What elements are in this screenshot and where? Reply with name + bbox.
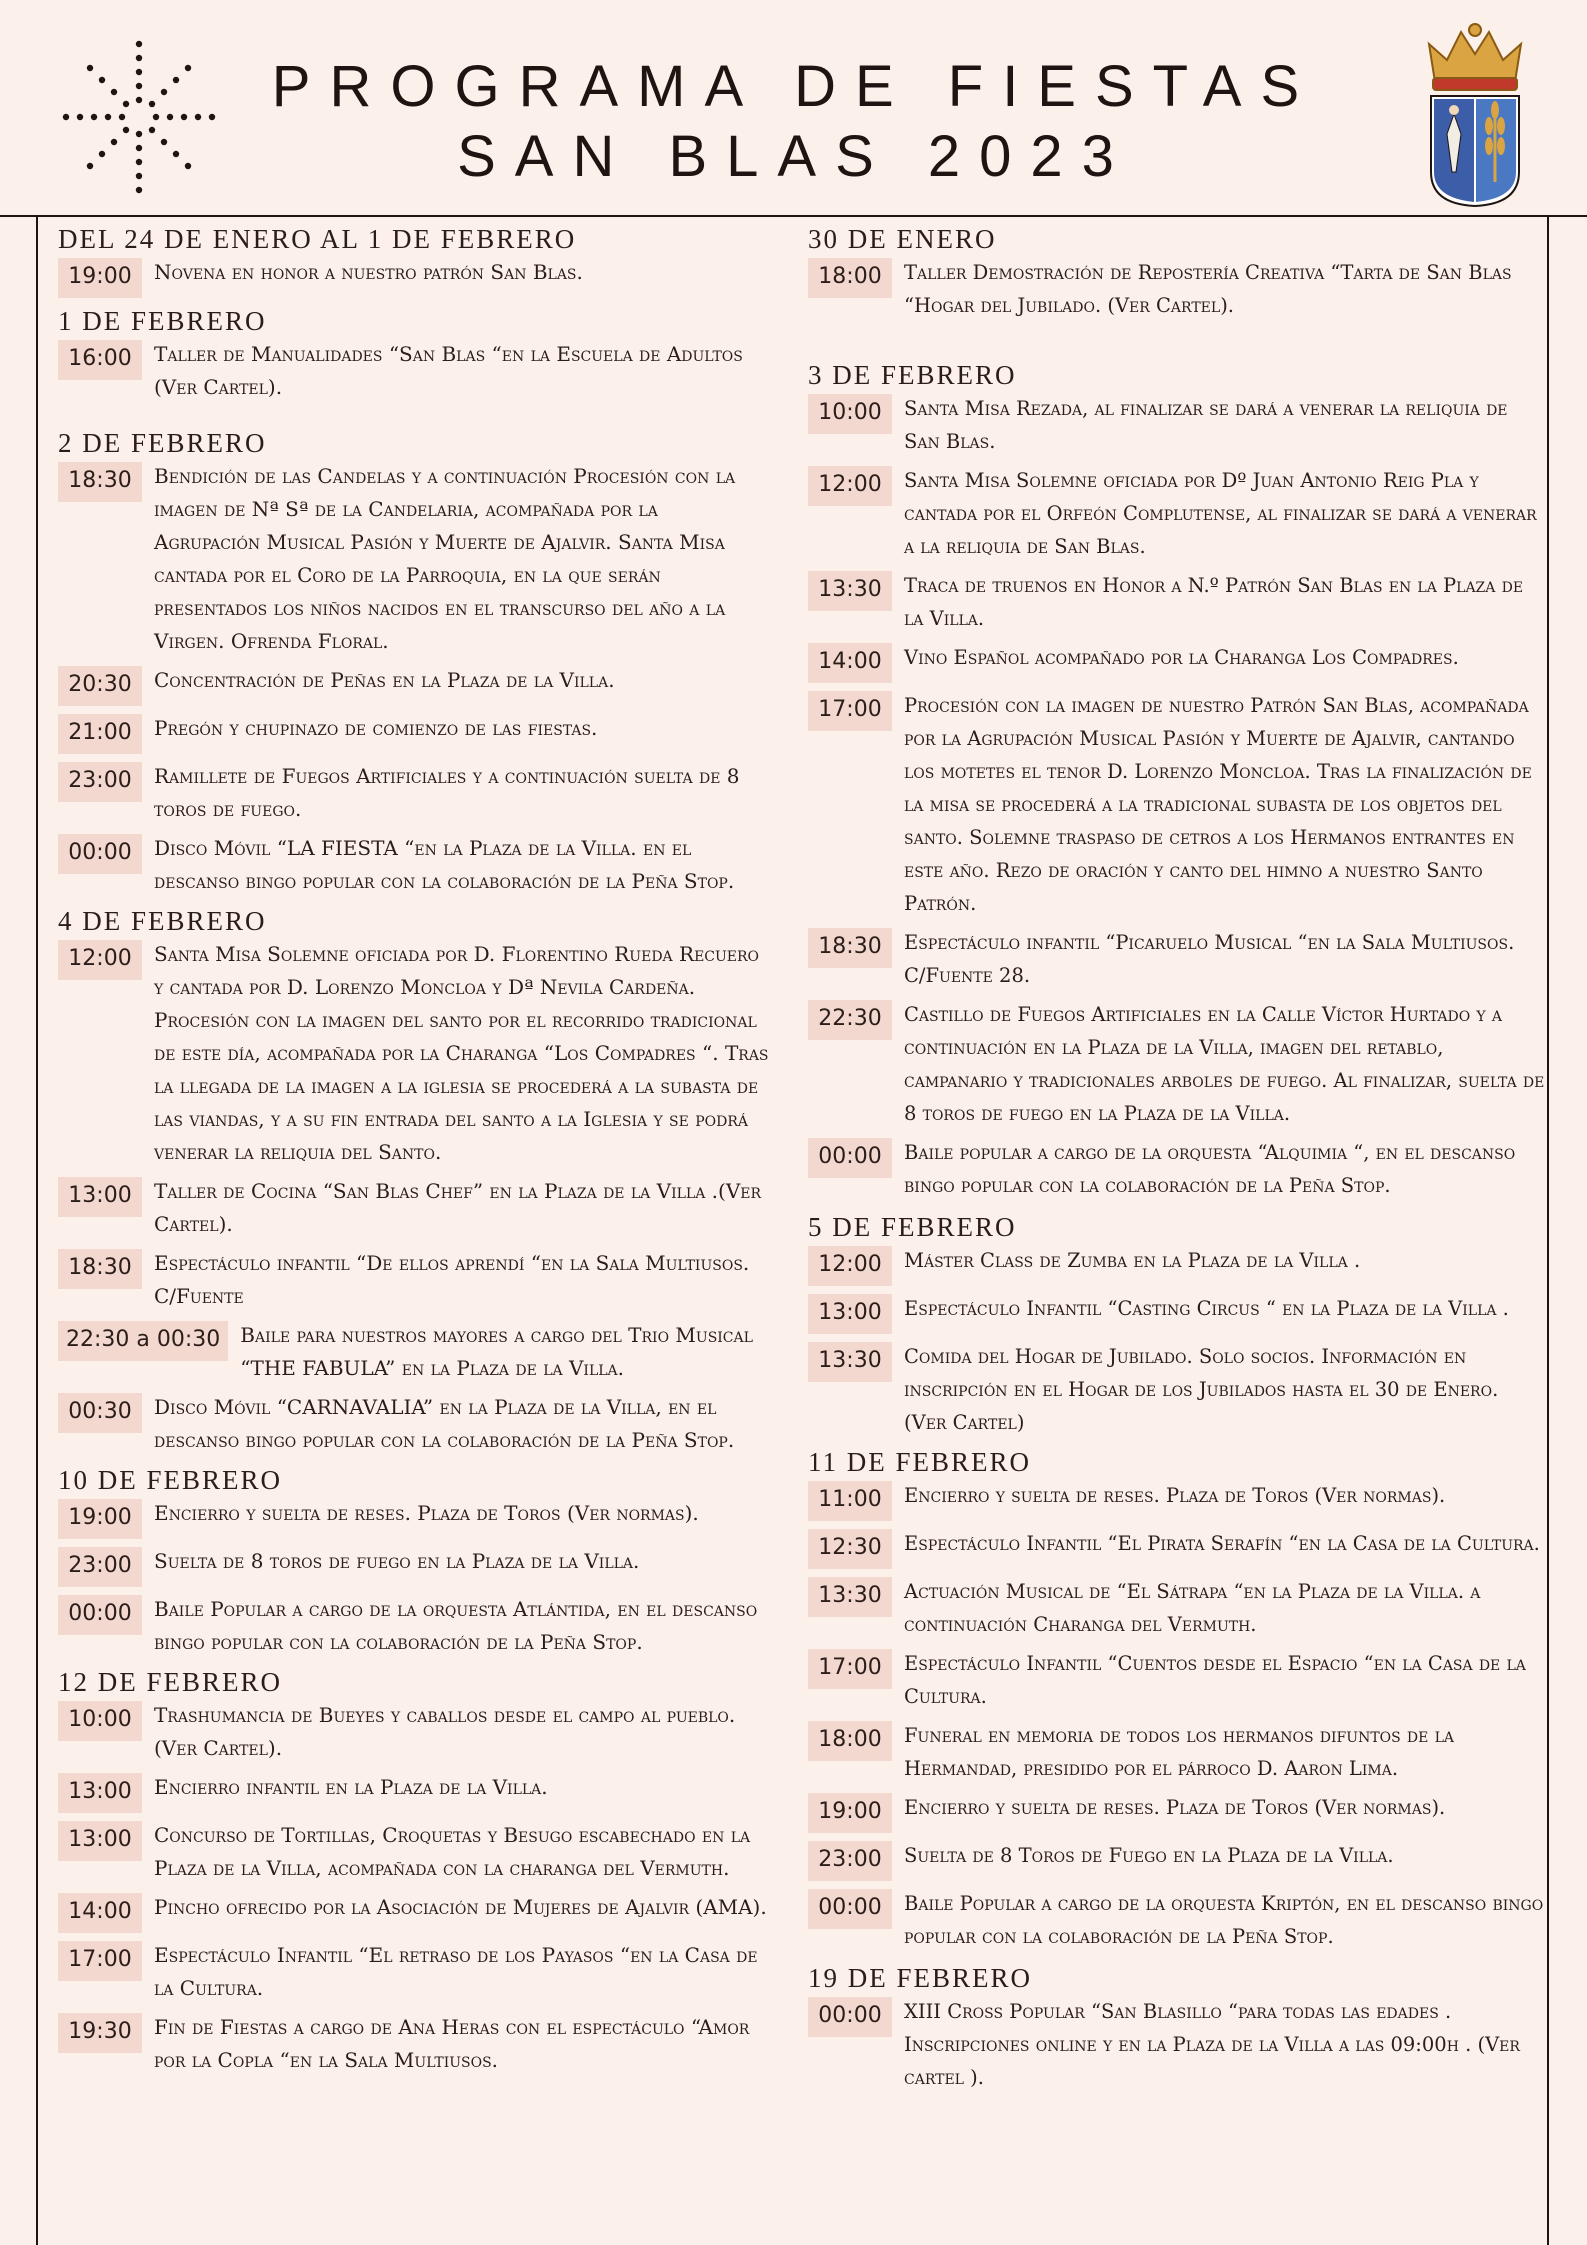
event-row (790, 464, 1545, 563)
day-title: 12 DE FEBRERO (58, 1667, 283, 1697)
event-row (40, 1545, 770, 1587)
program-day (790, 1210, 1545, 1439)
event-description: Baile Popular a cargo de la orquesta Atlántida, en el descanso bingo popular con la colaboración de la Peña Stop. (154, 1597, 758, 1654)
event-description: Novena en honor a nuestro patrón San Blas. (154, 260, 583, 284)
event-description: Suelta de 8 Toros de Fuego en la Plaza de la Villa. (904, 1844, 1394, 1867)
event-time: 13:30 (808, 1577, 892, 1617)
event-row (790, 1292, 1545, 1334)
event-description: Baile para nuestros mayores a cargo del Trio Musical “THE FABULA” en la Plaza de la Villa. (240, 1323, 753, 1380)
event-time: 13:00 (58, 1773, 142, 1813)
event-time: 19:00 (58, 258, 142, 298)
event-row (40, 712, 770, 754)
event-description: Disco Móvil “LA FIESTA “en la Plaza de la Villa. en el descanso bingo popular con la colaboración de la Peña Stop. (154, 836, 735, 893)
event-description: Traca de truenos en Honor a N.º Patrón San Blas en la Plaza de la Villa. (904, 574, 1524, 630)
event-row (790, 1527, 1545, 1569)
event-description: Castillo de Fuegos Artificiales en la Calle Víctor Hurtado y a continuación en la Plaza de la Villa, imagen del retablo, campanario y tradicionales arboles de fuego. Al finalizar, suelta de 8 toros de fuego en la Plaza de la Villa. (904, 1003, 1545, 1125)
event-time: 13:00 (58, 1821, 142, 1861)
event-row (790, 569, 1545, 635)
day-title: 3 DE FEBRERO (808, 360, 1017, 390)
event-row (790, 392, 1545, 458)
event-description: Baile Popular a cargo de la orquesta Kriptón, en el descanso bingo popular con la colaboración de la Peña Stop. (904, 1892, 1544, 1948)
program-day (790, 358, 1545, 1202)
event-description: Espectáculo Infantil “Casting Circus “ en la Plaza de la Villa . (904, 1297, 1509, 1320)
event-description: Actuación Musical de “El Sátrapa “en la Plaza de la Villa. a continuación Charanga del Vermuth. (904, 1580, 1481, 1636)
event-time: 13:30 (808, 1342, 892, 1382)
event-row (790, 1719, 1545, 1785)
event-row (40, 1891, 770, 1933)
event-time: 12:30 (808, 1529, 892, 1569)
event-time: 23:00 (58, 762, 142, 802)
event-row (790, 256, 1545, 322)
program-day (40, 904, 770, 1457)
event-row (40, 460, 770, 658)
event-row (40, 938, 770, 1169)
event-row (40, 1175, 770, 1241)
left-column (40, 222, 770, 2083)
event-description: Taller de Manualidades “San Blas “en la Escuela de Adultos (Ver Cartel). (154, 342, 743, 399)
event-time: 23:00 (808, 1841, 892, 1881)
event-description: Funeral en memoria de todos los hermanos difuntos de la Hermandad, presidido por el párroco D. Aaron Lima. (904, 1724, 1454, 1780)
event-row (790, 1340, 1545, 1439)
event-description: Vino Español acompañado por la Charanga Los Compadres. (904, 646, 1459, 669)
event-row (40, 256, 770, 298)
event-row (40, 1699, 770, 1765)
event-description: Pregón y chupinazo de comienzo de las fiestas. (154, 716, 598, 740)
event-time: 19:30 (58, 2013, 142, 2053)
event-description: Encierro y suelta de reses. Plaza de Toros (Ver normas). (154, 1501, 699, 1525)
event-row (40, 1771, 770, 1813)
event-time: 18:30 (808, 928, 892, 968)
program-day (40, 304, 770, 404)
page-title (250, 52, 1340, 192)
event-time: 00:00 (808, 1138, 892, 1178)
event-row (40, 338, 770, 404)
event-row (790, 1839, 1545, 1881)
event-time: 18:00 (808, 258, 892, 298)
event-row (790, 1479, 1545, 1521)
event-row (40, 2011, 770, 2077)
event-time: 17:00 (808, 1649, 892, 1689)
event-description: Baile popular a cargo de la orquesta “Alquimia “, en el descanso bingo popular con la colaboración de la Peña Stop. (904, 1141, 1516, 1197)
day-title: 11 DE FEBRERO (808, 1447, 1032, 1477)
left-border (36, 215, 38, 2245)
event-row (40, 1247, 770, 1313)
event-time: 12:00 (808, 1246, 892, 1286)
event-time: 00:00 (58, 1595, 142, 1635)
event-description: Concurso de Tortillas, Croquetas y Besugo escabechado en la Plaza de la Villa, acompañada con la charanga del Vermuth. (154, 1823, 751, 1880)
program-day (40, 426, 770, 898)
right-column (790, 222, 1545, 2100)
program-day (40, 1463, 770, 1659)
event-description: Disco Móvil “CARNAVALIA” en la Plaza de la Villa, en el descanso bingo popular con la colaboración de la Peña Stop. (154, 1395, 735, 1452)
event-description: Santa Misa Solemne oficiada por Dº Juan Antonio Reig Pla y cantada por el Orfeón Complutense, al finalizar se dará a venerar a la reliquia de San Blas. (904, 469, 1537, 558)
event-time: 13:30 (808, 571, 892, 611)
event-description: XIII Cross Popular “San Blasillo “para todas las edades . Inscripciones online y en la Plaza de la Villa a las 09:00h . (Ver cartel ). (904, 2000, 1520, 2089)
event-description: Máster Class de Zumba en la Plaza de la Villa . (904, 1249, 1361, 1272)
program-day (790, 222, 1545, 322)
program-day (40, 1665, 770, 2077)
event-row (790, 1995, 1545, 2094)
event-description: Santa Misa Rezada, al finalizar se dará a venerar la reliquia de San Blas. (904, 397, 1508, 453)
event-row (790, 1791, 1545, 1833)
event-time: 13:00 (58, 1177, 142, 1217)
event-row (790, 926, 1545, 992)
event-time: 18:30 (58, 1249, 142, 1289)
coat-of-arms-icon (1423, 22, 1527, 208)
event-description: Encierro y suelta de reses. Plaza de Toros (Ver normas). (904, 1484, 1446, 1507)
event-description: Ramillete de Fuegos Artificiales y a continuación suelta de 8 toros de fuego. (154, 764, 740, 821)
event-time: 23:00 (58, 1547, 142, 1587)
event-description: Espectáculo Infantil “El Pirata Serafín “en la Casa de la Cultura. (904, 1532, 1540, 1555)
page-header (0, 0, 1587, 215)
event-time: 00:30 (58, 1393, 142, 1433)
event-row (40, 832, 770, 898)
event-row (40, 1939, 770, 2005)
event-time: 22:30 a 00:30 (58, 1321, 228, 1361)
event-row (790, 1575, 1545, 1641)
event-description: Taller de Cocina “San Blas Chef” en la Plaza de la Villa .(Ver Cartel). (154, 1179, 762, 1236)
program-day (790, 1961, 1545, 2094)
event-time: 00:00 (808, 1889, 892, 1929)
event-time: 00:00 (808, 1997, 892, 2037)
day-title: DEL 24 DE ENERO AL 1 DE FEBRERO (58, 224, 577, 254)
title-line-2: SAN BLAS 2023 (457, 124, 1133, 189)
event-description: Trashumancia de Bueyes y caballos desde el campo al pueblo. (Ver Cartel). (154, 1703, 736, 1760)
event-description: Pincho ofrecido por la Asociación de Mujeres de Ajalvir (AMA). (154, 1895, 767, 1919)
header-divider (0, 215, 1587, 217)
event-time: 16:00 (58, 340, 142, 380)
event-description: Espectáculo Infantil “Cuentos desde el Espacio “en la Casa de la Cultura. (904, 1652, 1526, 1708)
day-title: 10 DE FEBRERO (58, 1465, 283, 1495)
event-description: Taller Demostración de Repostería Creativa “Tarta de San Blas “Hogar del Jubilado. (Ver Cartel). (904, 261, 1512, 317)
day-title: 1 DE FEBRERO (58, 306, 267, 336)
event-time: 20:30 (58, 666, 142, 706)
event-time: 17:00 (58, 1941, 142, 1981)
event-row (790, 641, 1545, 683)
event-row (40, 1497, 770, 1539)
right-border (1547, 215, 1549, 2245)
event-description: Encierro infantil en la Plaza de la Villa. (154, 1775, 548, 1799)
event-row (790, 1136, 1545, 1202)
sparkle-icon (60, 38, 218, 196)
event-time: 00:00 (58, 834, 142, 874)
event-row (790, 689, 1545, 920)
event-row (790, 1647, 1545, 1713)
day-title: 5 DE FEBRERO (808, 1212, 1017, 1242)
event-time: 17:00 (808, 691, 892, 731)
event-time: 12:00 (58, 940, 142, 980)
event-time: 13:00 (808, 1294, 892, 1334)
event-description: Fin de Fiestas a cargo de Ana Heras con el espectáculo “Amor por la Copla “en la Sala Multiusos. (154, 2015, 750, 2072)
program-day (40, 222, 770, 298)
day-title: 2 DE FEBRERO (58, 428, 267, 458)
event-description: Concentración de Peñas en la Plaza de la Villa. (154, 668, 615, 692)
event-time: 10:00 (58, 1701, 142, 1741)
event-description: Bendición de las Candelas y a continuación Procesión con la imagen de Nª Sª de la Candelaria, acompañada por la Agrupación Musical Pasión y Muerte de Ajalvir. Santa Misa cantada por el Coro de la Parroquia, en la que serán presentados los niños nacidos en el transcurso del año a la Virgen. Ofrenda Floral. (154, 464, 736, 653)
event-row (40, 664, 770, 706)
event-time: 11:00 (808, 1481, 892, 1521)
event-description: Comida del Hogar de Jubilado. Solo socios. Información en inscripción en el Hogar de los Jubilados hasta el 30 de Enero. (Ver Cartel) (904, 1345, 1499, 1434)
day-title: 19 DE FEBRERO (808, 1963, 1033, 1993)
day-title: 4 DE FEBRERO (58, 906, 267, 936)
event-description: Procesión con la imagen de nuestro Patrón San Blas, acompañada por la Agrupación Musical Pasión y Muerte de Ajalvir, cantando los motetes el tenor D. Lorenzo Moncloa. Tras la finalización de la misa se procederá a la tradicional subasta de los objetos del santo. Solemne traspaso de cetros a los Hermanos entrantes en este año. Rezo de oración y canto del himno a nuestro Santo Patrón. (904, 694, 1532, 915)
event-description: Espectáculo infantil “De ellos aprendí “en la Sala Multiusos. C/Fuente (154, 1251, 750, 1308)
event-row (40, 1319, 770, 1385)
event-description: Espectáculo infantil “Picaruelo Musical “en la Sala Multiusos. C/Fuente 28. (904, 931, 1515, 987)
event-time: 10:00 (808, 394, 892, 434)
event-row (40, 1819, 770, 1885)
event-time: 12:00 (808, 466, 892, 506)
event-time: 22:30 (808, 1000, 892, 1040)
event-time: 14:00 (808, 643, 892, 683)
event-time: 19:00 (58, 1499, 142, 1539)
event-row (790, 1887, 1545, 1953)
event-time: 18:30 (58, 462, 142, 502)
event-time: 19:00 (808, 1793, 892, 1833)
event-row (40, 1593, 770, 1659)
event-row (40, 760, 770, 826)
event-time: 21:00 (58, 714, 142, 754)
event-description: Encierro y suelta de reses. Plaza de Toros (Ver normas). (904, 1796, 1446, 1819)
event-row (790, 1244, 1545, 1286)
event-row (40, 1391, 770, 1457)
title-line-1: PROGRAMA DE FIESTAS (271, 54, 1319, 119)
event-description: Santa Misa Solemne oficiada por D. Florentino Rueda Recuero y cantada por D. Lorenzo Moncloa y Dª Nevila Cardeña. Procesión con la imagen del santo por el recorrido tradicional de este día, acompañada por la Charanga “Los Compadres “. Tras la llegada de la imagen a la iglesia se procederá a la subasta de las viandas, y a su fin entrada del santo a la Iglesia y se podrá venerar la reliquia del Santo. (154, 942, 769, 1164)
day-title: 30 DE ENERO (808, 224, 997, 254)
event-row (790, 998, 1545, 1130)
event-description: Suelta de 8 toros de fuego en la Plaza de la Villa. (154, 1549, 640, 1573)
event-time: 14:00 (58, 1893, 142, 1933)
event-description: Espectáculo Infantil “El retraso de los Payasos “en la Casa de la Cultura. (154, 1943, 758, 2000)
program-day (790, 1445, 1545, 1953)
event-time: 18:00 (808, 1721, 892, 1761)
